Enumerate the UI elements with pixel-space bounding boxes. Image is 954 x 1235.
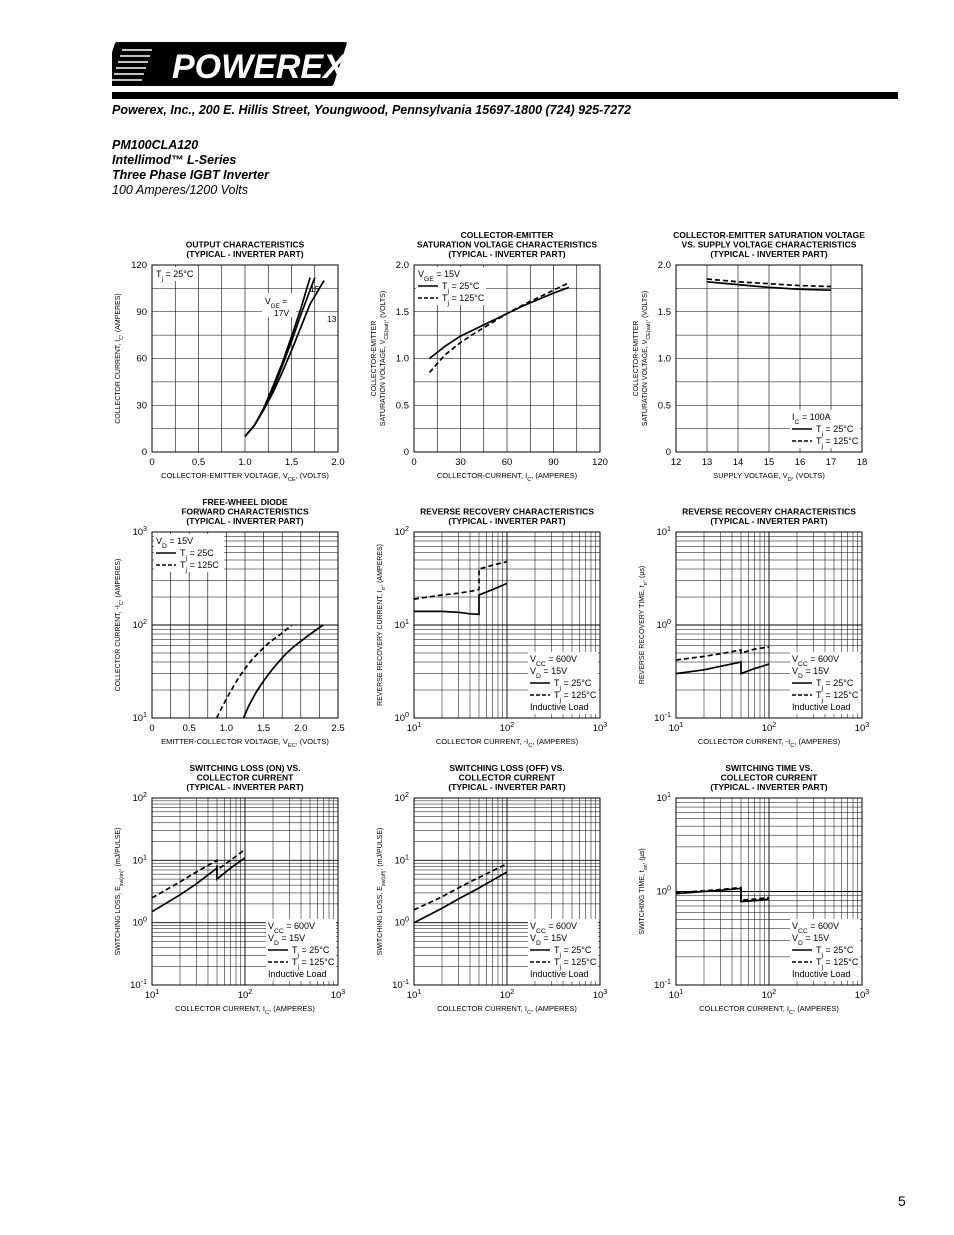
legend-entry: Inductive Load	[792, 969, 851, 979]
y-tick-label: $10^2$	[394, 525, 409, 538]
x-tick-label: $10^2$	[499, 988, 515, 1001]
x-tick-label: 0	[149, 457, 155, 468]
x-tick-label: $10^3$	[330, 988, 346, 1001]
y-tick-label: $10^0$	[132, 915, 147, 929]
chart-c7	[115, 763, 345, 1016]
legend-entry: $T_j = 25^\circ C$	[816, 424, 854, 438]
x-tick-label: 2.5	[331, 723, 345, 734]
legend-entry: $V_{CC} = 600V$	[530, 921, 578, 935]
x-tick-label: $10^3$	[592, 721, 608, 734]
series-line	[414, 872, 507, 923]
legend-entry: $T_j = 125C$	[180, 560, 219, 574]
legend-entry: Inductive Load	[268, 969, 327, 979]
y-tick-label: 0	[403, 447, 409, 458]
chart-title-line: SWITCHING TIME VS.	[725, 763, 813, 773]
chart-title-line: COLLECTOR-EMITTER SATURATION VOLTAGE	[673, 230, 865, 240]
x-axis-label: COLLECTOR CURRENT, $-I_C$, (AMPERES)	[435, 737, 579, 749]
x-tick-label: 12	[670, 457, 682, 468]
x-tick-label: $10^3$	[592, 988, 608, 1001]
y-tick-label: $10^1$	[394, 618, 409, 631]
legend-entry: $T_j = 125^\circ C$	[816, 957, 859, 971]
vge-13-label: 13	[327, 314, 337, 324]
legend-entry: $V_D = 15V$	[268, 933, 306, 947]
chart-c6	[639, 507, 869, 750]
x-tick-label: 1.0	[238, 457, 252, 468]
chart-title-line: FORWARD CHARACTERISTICS	[181, 506, 309, 517]
x-axis-label: SUPPLY VOLTAGE, $V_D$, (VOLTS)	[713, 471, 825, 483]
y-tick-label: 30	[136, 400, 147, 412]
legend-entry: $V_{GE} = 15V$	[418, 269, 461, 283]
legend-entry: $T_j = 125^\circ C$	[816, 436, 859, 450]
chart-title-line: COLLECTOR CURRENT	[196, 772, 294, 783]
x-tick-label: $10^1$	[668, 988, 684, 1001]
series-line	[152, 858, 245, 912]
x-tick-label: $10^3$	[854, 721, 870, 734]
y-tick-label: 120	[131, 260, 147, 271]
y-tick-label: $10^{-1}$	[130, 978, 147, 991]
series-line	[414, 583, 507, 614]
y-tick-label: $10^0$	[656, 884, 671, 898]
product-series: Intellimod™ L-Series	[112, 153, 237, 167]
chart-title-line: COLLECTOR CURRENT	[458, 772, 556, 783]
chart-title-line: (TYPICAL - INVERTER PART)	[448, 249, 566, 259]
y-tick-label: $10^{-1}$	[654, 978, 671, 991]
chart-title-line: COLLECTOR-EMITTER	[460, 230, 554, 240]
x-axis-label: COLLECTOR CURRENT, $I_C$, (AMPERES)	[175, 1004, 315, 1016]
chart-title-line: (TYPICAL - INVERTER PART)	[710, 516, 828, 526]
y-tick-label: $10^1$	[132, 853, 147, 867]
y-tick-label: 1.0	[395, 353, 409, 365]
y-tick-label: $10^0$	[656, 618, 671, 631]
legend-entry: Inductive Load	[530, 969, 589, 979]
y-tick-label: 1.5	[657, 306, 671, 318]
x-tick-label: 16	[794, 457, 806, 468]
x-tick-label: $10^2$	[761, 988, 777, 1001]
legend-entry: $T_j = 25^\circ C$	[292, 945, 330, 959]
x-tick-label: 2.0	[294, 723, 308, 734]
y-axis-label: SATURATION VOLTAGE, $V_{CE(sat)}$, (VOLTS)	[642, 290, 652, 427]
x-tick-label: $10^1$	[406, 988, 422, 1001]
legend-entry: $V_{CC} = 600V$	[792, 654, 840, 668]
chart-title-line: (TYPICAL - INVERTER PART)	[448, 516, 566, 526]
legend-entry: $V_D = 15V$	[792, 666, 830, 680]
y-axis-label: COLLECTOR-EMITTER	[371, 320, 378, 397]
legend-entry: $T_j = 125^\circ C$	[554, 690, 597, 704]
part-number: PM100CLA120	[112, 138, 199, 152]
y-tick-label: $10^1$	[394, 853, 409, 867]
y-axis-label: COLLECTOR-EMITTER	[633, 320, 640, 397]
x-tick-label: $10^3$	[854, 988, 870, 1001]
chart-title-line: SWITCHING LOSS (ON) VS.	[189, 763, 301, 773]
x-tick-label: 1.5	[284, 457, 299, 468]
chart-title-line: REVERSE RECOVERY CHARACTERISTICS	[420, 506, 594, 517]
vge-17v-label: 17V	[274, 308, 290, 318]
y-tick-label: $10^0$	[394, 915, 409, 929]
x-tick-label: 0	[411, 457, 417, 468]
y-axis-label: COLLECTOR CURRENT, $-I_C$, (AMPERES)	[115, 558, 125, 692]
y-tick-label: 1.5	[395, 306, 409, 318]
legend-entry: $T_j = 25C$	[180, 548, 214, 562]
y-tick-label: $10^3$	[132, 525, 147, 538]
y-axis-label: SWITCHING TIME, $t_{on}$, (µs)	[639, 848, 649, 935]
chart-title-line: (TYPICAL - INVERTER PART)	[186, 249, 304, 259]
legend-entry: $V_D = 15V$	[792, 933, 830, 947]
legend-entry: $V_D = 15V$	[530, 933, 568, 947]
vge-label: $V_{GE}$ =	[265, 296, 288, 310]
chart-title-line: (TYPICAL - INVERTER PART)	[448, 782, 566, 792]
x-axis-label: COLLECTOR CURRENT, $I_C$, (AMPERES)	[699, 1004, 839, 1016]
legend-entry: $T_j = 125^\circ C$	[292, 957, 335, 971]
x-tick-label: 1.5	[256, 723, 271, 734]
y-tick-label: 60	[136, 353, 147, 365]
x-axis-label: COLLECTOR-CURRENT, $I_C$, (AMPERES)	[436, 471, 578, 483]
series-line	[676, 662, 769, 674]
y-axis-label: SWITCHING LOSS, $E_{sw(off)}$, (mJ/PULSE)	[377, 827, 387, 956]
chart-c1	[115, 240, 345, 484]
chart-title-line: REVERSE RECOVERY CHARACTERISTICS	[682, 506, 856, 517]
legend-entry: $T_j = 25^\circ C$	[816, 678, 854, 692]
chart-c3	[633, 230, 867, 483]
legend-entry: $V_{CC} = 600V$	[530, 654, 578, 668]
x-tick-label: 17	[825, 457, 837, 468]
y-tick-label: $10^{-1}$	[654, 711, 671, 724]
chart-c9	[639, 763, 869, 1016]
x-axis-label: COLLECTOR CURRENT, $-I_C$, (AMPERES)	[697, 737, 841, 749]
company-address: Powerex, Inc., 200 E. Hillis Street, Youngwood, Pennsylvania 15697-1800 (724) 925-7272	[112, 103, 631, 117]
y-tick-label: $10^{-1}$	[392, 978, 409, 991]
y-tick-label: 0.5	[395, 400, 409, 412]
y-axis-label: REVERSE RECOVERY CURRENT, $I_{rr}$, (AMPERES)	[377, 544, 387, 706]
y-tick-label: 1.0	[657, 353, 671, 365]
x-tick-label: $10^2$	[499, 721, 515, 734]
chart-title-line: COLLECTOR CURRENT	[720, 772, 818, 783]
series-line	[217, 625, 292, 718]
legend-entry: $V_D = 15V$	[156, 536, 194, 550]
chart-title-line: (TYPICAL - INVERTER PART)	[710, 249, 828, 259]
series-line	[414, 864, 507, 910]
y-tick-label: $10^1$	[656, 525, 671, 538]
y-tick-label: $10^2$	[394, 791, 409, 804]
x-tick-label: $10^2$	[237, 988, 253, 1001]
x-tick-label: 15	[763, 457, 775, 468]
chart-c8	[377, 763, 607, 1016]
chart-title-line: VS. SUPPLY VOLTAGE CHARACTERISTICS	[681, 239, 857, 250]
series-line	[676, 647, 769, 660]
y-tick-label: $10^0$	[394, 711, 409, 724]
y-tick-label: 0.5	[657, 400, 671, 412]
legend-entry: $T_j = 25^\circ C$	[554, 945, 592, 959]
legend-entry: $I_C = 100A$	[792, 412, 831, 426]
series-line	[414, 562, 507, 600]
vge-15-label: 15	[310, 284, 320, 294]
y-tick-label: $10^1$	[656, 791, 671, 804]
chart-c5	[377, 507, 607, 750]
legend-entry: $T_j = 25^\circ C$	[554, 678, 592, 692]
series-line	[152, 849, 245, 898]
x-tick-label: 120	[592, 457, 608, 468]
series-line	[244, 625, 324, 718]
x-tick-label: 90	[548, 457, 559, 468]
legend-entry: $T_j = 25^\circ C$	[816, 945, 854, 959]
x-tick-label: 13	[701, 457, 713, 468]
x-tick-label: 14	[732, 457, 744, 468]
chart-title-line: OUTPUT CHARACTERISTICS	[185, 239, 305, 250]
x-tick-label: $10^2$	[761, 721, 777, 734]
legend-entry: $T_j = 125^\circ C$	[816, 690, 859, 704]
y-tick-label: $10^2$	[132, 618, 147, 631]
x-tick-label: 1.0	[219, 723, 234, 734]
chart-title-line: (TYPICAL - INVERTER PART)	[186, 516, 304, 526]
y-tick-label: $10^2$	[132, 791, 147, 804]
x-tick-label: 60	[501, 457, 513, 468]
chart-c4	[115, 497, 345, 749]
y-axis-label: COLLECTOR CURRENT, $I_C$, (AMPERES)	[115, 293, 125, 424]
y-axis-label: SATURATION VOLTAGE, $V_{CE(sat)}$, (VOLTS)	[380, 290, 390, 427]
legend-entry: $V_{CC} = 600V$	[268, 921, 316, 935]
x-tick-label: $10^1$	[406, 721, 422, 734]
x-axis-label: COLLECTOR CURRENT, $I_C$, (AMPERES)	[437, 1004, 577, 1016]
x-tick-label: 0	[149, 723, 155, 734]
chart-c2	[371, 230, 608, 483]
legend-entry: $V_D = 15V$	[530, 666, 568, 680]
x-tick-label: 0.5	[182, 723, 196, 734]
y-tick-label: 0	[665, 447, 671, 458]
chart-title-line: FREE-WHEEL DIODE	[202, 497, 288, 507]
x-tick-label: 18	[856, 457, 868, 468]
chart-title-line: SATURATION VOLTAGE CHARACTERISTICS	[416, 239, 598, 250]
x-axis-label: COLLECTOR-EMITTER VOLTAGE, $V_{CE}$, (VOLTS)	[161, 471, 329, 483]
y-tick-label: 0	[141, 447, 147, 458]
y-axis-label: SWITCHING LOSS, $E_{sw(on)}$, (mJ/PULSE)	[115, 827, 125, 956]
product-rating: 100 Amperes/1200 Volts	[112, 183, 248, 197]
y-tick-label: $10^1$	[132, 711, 147, 724]
y-tick-label: 2.0	[395, 260, 409, 271]
chart-title-line: SWITCHING LOSS (OFF) VS.	[449, 763, 565, 773]
y-tick-label: 90	[136, 306, 147, 318]
x-tick-label: 2.0	[331, 457, 345, 468]
legend-entry: $T_j = 125^\circ C$	[554, 957, 597, 971]
legend-entry: Inductive Load	[530, 702, 589, 712]
legend-entry: $T_j = 25^\circ C$	[156, 269, 194, 283]
legend-entry: $T_j = 25^\circ C$	[442, 281, 480, 295]
page-number: 5	[898, 1193, 906, 1209]
x-tick-label: 30	[455, 457, 466, 468]
chart-title-line: (TYPICAL - INVERTER PART)	[186, 782, 304, 792]
x-tick-label: $10^1$	[668, 721, 684, 734]
x-axis-label: EMITTER-COLLECTOR VOLTAGE, $V_{EC}$, (VOLTS)	[161, 737, 329, 749]
x-tick-label: 0.5	[191, 457, 206, 468]
y-axis-label: REVERSE RECOVERY TIME, $t_{rr}$, (µs)	[639, 565, 649, 685]
legend-entry: $T_j = 125^\circ C$	[442, 293, 485, 307]
chart-title-line: (TYPICAL - INVERTER PART)	[710, 782, 828, 792]
logo-text: POWEREX	[172, 48, 346, 86]
product-description: Three Phase IGBT Inverter	[112, 168, 270, 182]
legend-entry: Inductive Load	[792, 702, 851, 712]
x-tick-label: $10^1$	[144, 988, 160, 1001]
legend-entry: $V_{CC} = 600V$	[792, 921, 840, 935]
y-tick-label: 2.0	[657, 260, 671, 271]
